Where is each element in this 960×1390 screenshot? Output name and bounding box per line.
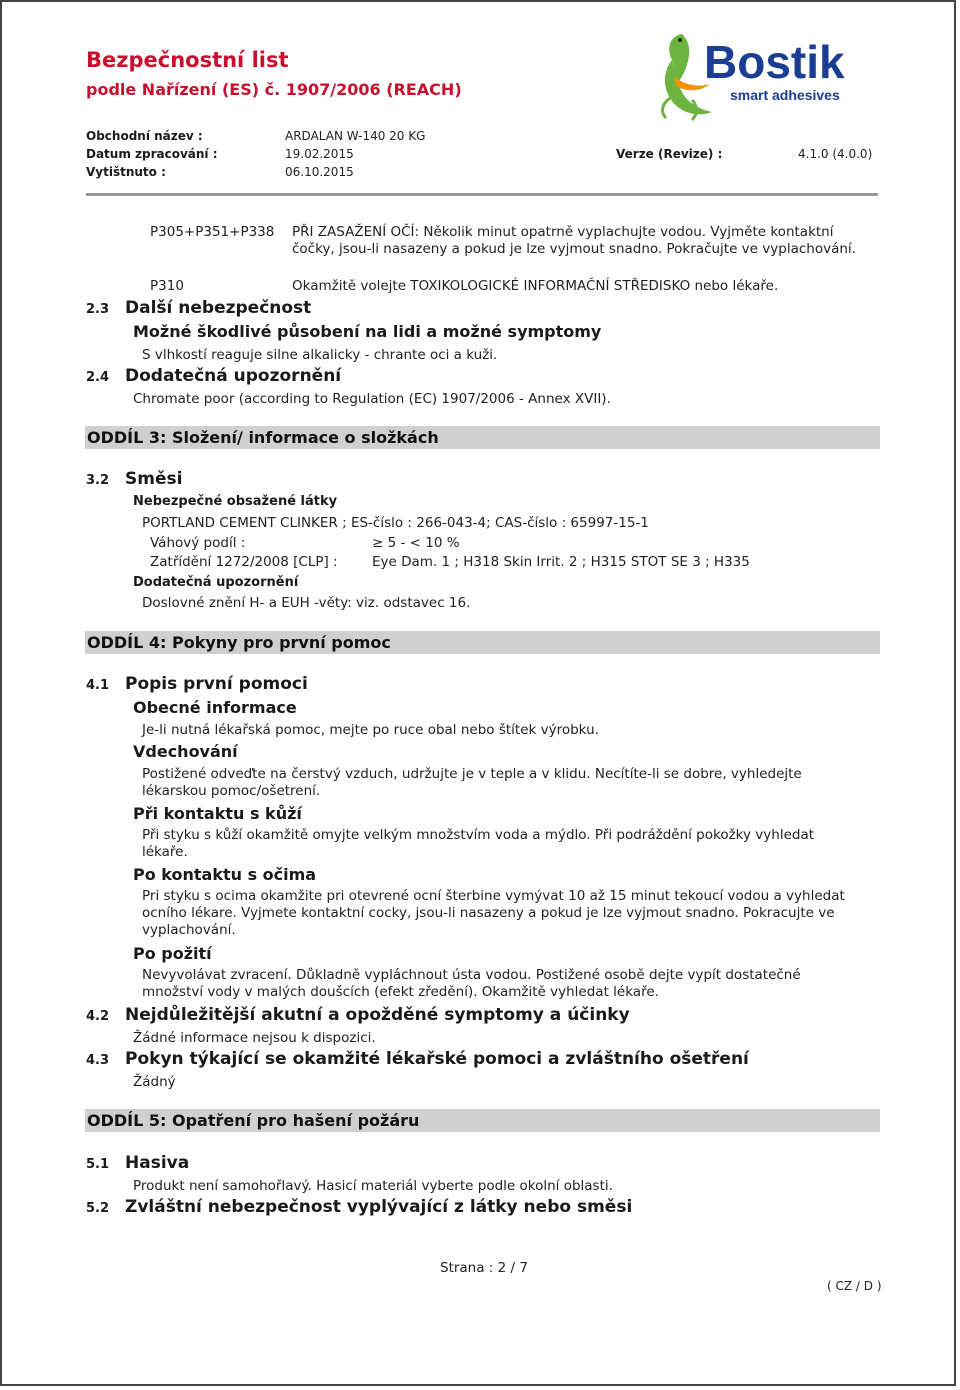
section-number: 3.2 xyxy=(86,473,110,488)
p-text: PŘI ZASAŽENÍ OČÍ: Několik minut opatrně vyplachujte vodou. Vyjměte kontaktní čočky, jsou-li nasazeny a pokud je lze vyjmout snadno. Pokračujte ve vyplachování. xyxy=(292,224,856,257)
section-text: S vlhkostí reaguje silne alkalicky - chrante oci a kuži. xyxy=(142,347,498,363)
classification-value: Eye Dam. 1 ; H318 Skin Irrit. 2 ; H315 STOT SE 3 ; H335 xyxy=(372,554,750,570)
section-text: Doslovné znění H- a EUH -věty: viz. odstavec 16. xyxy=(142,595,471,611)
section-heading: Zvláštní nebezpečnost vyplývající z látky nebo směsi xyxy=(125,1197,633,1217)
section-number: 4.3 xyxy=(86,1053,110,1068)
section-number: 4.2 xyxy=(86,1009,110,1024)
section-text: Žádný xyxy=(133,1074,176,1090)
printed-value: 06.10.2015 xyxy=(285,165,354,179)
section-bar xyxy=(85,1109,880,1132)
logo-tagline: smart adhesives xyxy=(730,87,840,103)
section-bar xyxy=(85,426,880,449)
section-title: ODDÍL 4: Pokyny pro první pomoc xyxy=(87,633,391,652)
subsection-heading: Dodatečná upozornění xyxy=(133,575,299,590)
section-number: 2.4 xyxy=(86,370,110,385)
section-heading: Směsi xyxy=(125,469,183,489)
subsection-heading: Obecné informace xyxy=(133,698,297,717)
p-text: Okamžitě volejte TOXIKOLOGICKÉ INFORMAČNÍ STŘEDISKO nebo lékaře. xyxy=(292,278,779,294)
subsection-heading: Po požití xyxy=(133,944,212,963)
prepared-value: 19.02.2015 xyxy=(285,147,354,161)
document-title: Bezpečnostní list xyxy=(86,48,289,72)
section-title: ODDÍL 3: Složení/ informace o složkách xyxy=(87,428,439,447)
bostik-logo xyxy=(652,26,872,126)
locale-code: ( CZ / D ) xyxy=(827,1279,882,1293)
section-text: Postižené odveďte na čerstvý vzduch, udržujte je v teple a v klidu. Necítíte-li se dobre, vyhledejte lékarskou pomoc/ošetrení. xyxy=(142,766,802,799)
page-number: Strana : 2 / 7 xyxy=(440,1260,528,1276)
subsection-heading: Po kontaktu s očima xyxy=(133,865,317,884)
section-heading: Nejdůležitější akutní a opožděné symptomy a účinky xyxy=(125,1005,630,1025)
section-heading: Pokyn týkající se okamžité lékařské pomoci a zvláštního ošetření xyxy=(125,1049,749,1069)
subsection-heading: Při kontaktu s kůží xyxy=(133,804,302,823)
section-number: 4.1 xyxy=(86,678,110,693)
logo-brand: Bostik xyxy=(704,36,845,88)
header-divider xyxy=(86,193,878,196)
section-text: Žádné informace nejsou k dispozici. xyxy=(133,1030,376,1046)
trade-name-label: Obchodní název : xyxy=(86,129,203,143)
section-text: Je-li nutná lékařská pomoc, mejte po ruce obal nebo štítek výrobku. xyxy=(142,722,599,738)
version-label: Verze (Revize) : xyxy=(616,147,723,161)
weight-label: Váhový podíl : xyxy=(150,535,246,551)
subsection-heading: Možné škodlivé působení na lidi a možné symptomy xyxy=(133,322,602,341)
section-text: Při styku s kůží okamžitě omyjte velkým množstvím voda a mýdlo. Při podráždění pokožky vyhledat lékaře. xyxy=(142,827,815,860)
section-text: Chromate poor (according to Regulation (EC) 1907/2006 - Annex XVII). xyxy=(133,391,611,407)
p-code: P305+P351+P338 xyxy=(150,224,275,240)
section-heading: Popis první pomoci xyxy=(125,674,308,694)
subsection-heading: Vdechování xyxy=(133,742,238,761)
section-number: 2.3 xyxy=(86,302,110,317)
p-code: P310 xyxy=(150,278,184,294)
subsection-heading: Nebezpečné obsažené látky xyxy=(133,494,338,509)
version-value: 4.1.0 (4.0.0) xyxy=(798,147,873,161)
section-text: Nevyvolávat zvracení. Důkladně vypláchnout ústa vodou. Postižené osobě dejte vypít dostatečné množství vody v malých doušcích (efekt zředění). Okamžitě vyhledat lékaře. xyxy=(142,967,801,1000)
section-heading: Hasiva xyxy=(125,1153,190,1173)
section-bar xyxy=(85,631,880,654)
section-number: 5.2 xyxy=(86,1201,110,1216)
document-subtitle: podle Nařízení (ES) č. 1907/2006 (REACH) xyxy=(86,80,462,99)
printed-label: Vytištnuto : xyxy=(86,165,166,179)
weight-value: ≥ 5 - < 10 % xyxy=(372,535,460,551)
section-heading: Další nebezpečnost xyxy=(125,298,312,318)
section-title: ODDÍL 5: Opatření pro hašení požáru xyxy=(87,1111,420,1130)
section-text: Pri styku s ocima okamžite pri otevrené ocní šterbine vymývat 10 až 15 minut tekoucí vodou a vyhledat ocního lékare. Vyjmete kontaktní cocky, jsou-li nasazeny a pokud je lze vyjmout snadno. Pokracujte ve vyplachování. xyxy=(142,888,845,938)
prepared-label: Datum zpracování : xyxy=(86,147,218,161)
section-heading: Dodatečná upozornění xyxy=(125,366,342,386)
trade-name-value: ARDALAN W-140 20 KG xyxy=(285,129,426,143)
section-text: Produkt není samohořlavý. Hasicí materiál vyberte podle okolní oblasti. xyxy=(133,1178,613,1194)
classification-label: Zatřídění 1272/2008 [CLP] : xyxy=(150,554,338,570)
section-number: 5.1 xyxy=(86,1157,110,1172)
substance-line: PORTLAND CEMENT CLINKER ; ES-číslo : 266-043-4; CAS-číslo : 65997-15-1 xyxy=(142,515,649,531)
